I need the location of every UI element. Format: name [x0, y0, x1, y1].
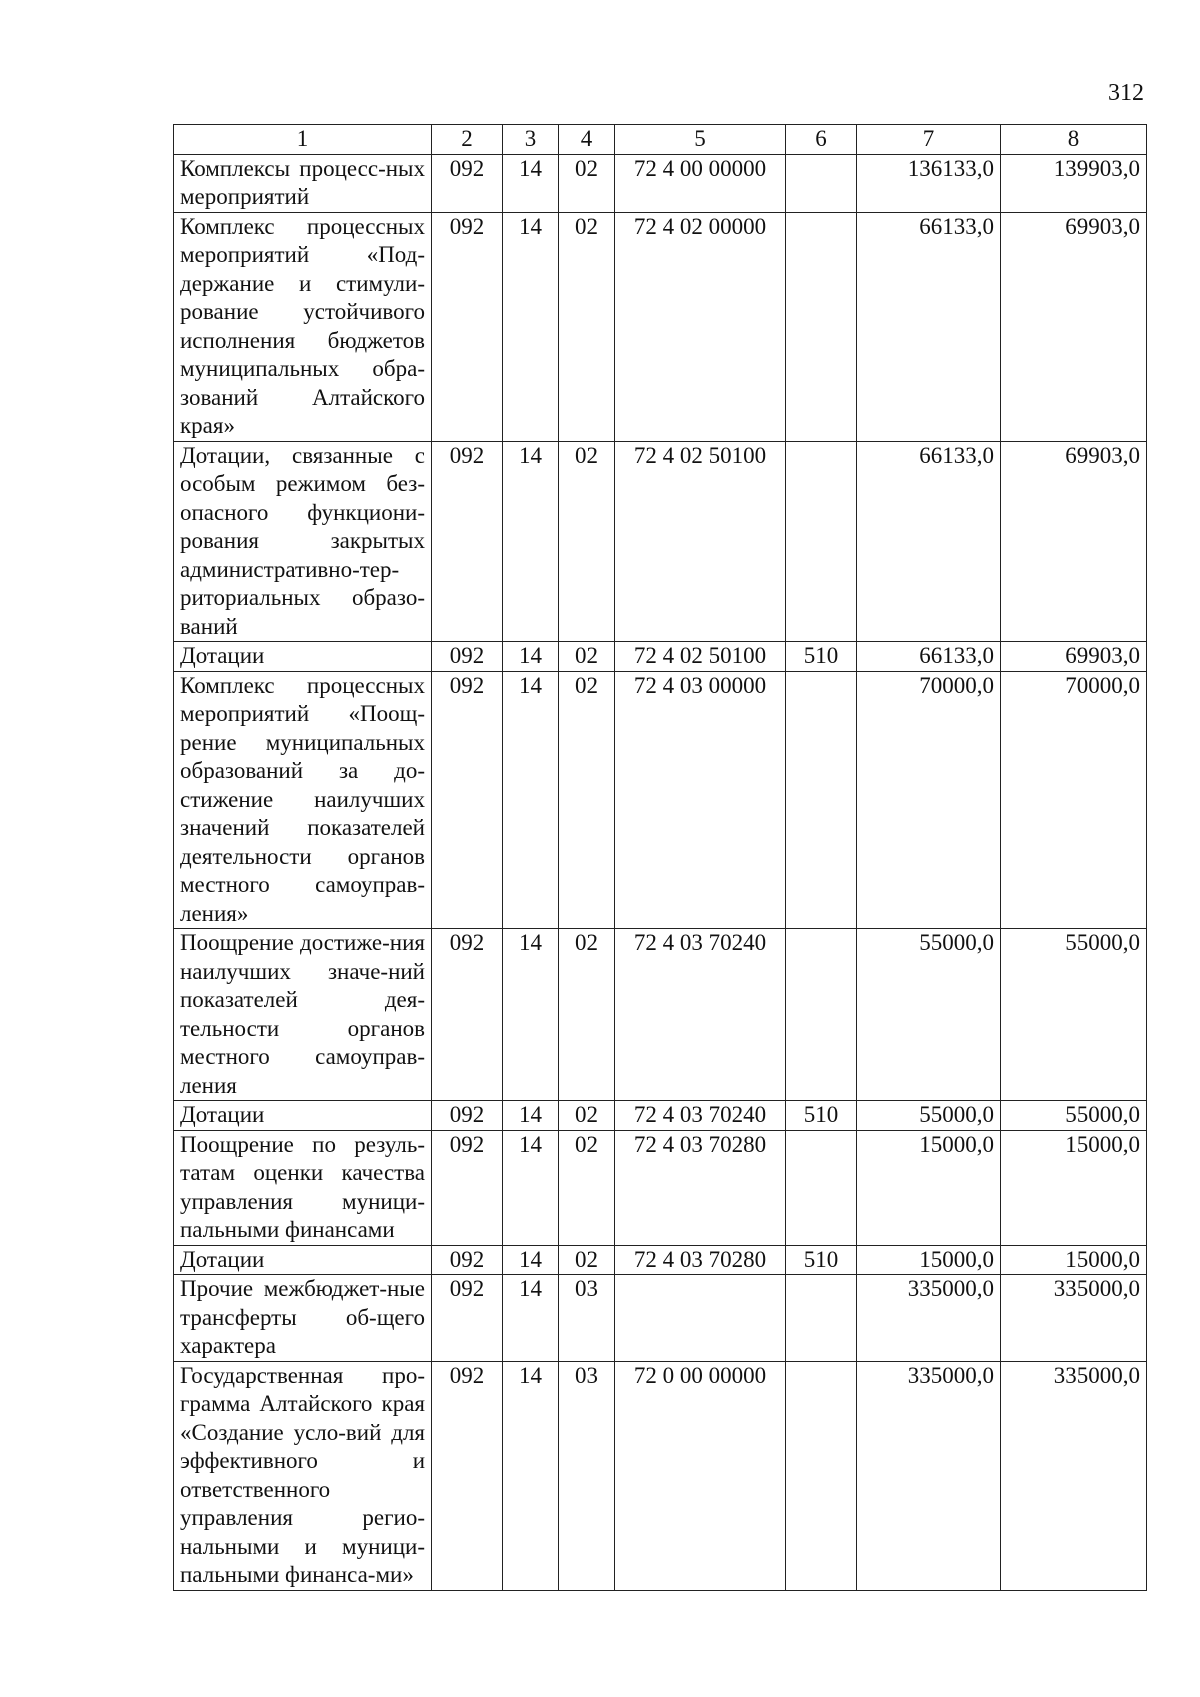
- target-article-cell: 72 4 03 70280: [615, 1245, 786, 1275]
- target-article-cell: 72 4 00 00000: [615, 154, 786, 212]
- amount-year2-cell: 69903,0: [1001, 212, 1147, 441]
- amount-year1-cell: 55000,0: [857, 1101, 1001, 1131]
- amount-year2-cell: 55000,0: [1001, 1101, 1147, 1131]
- item-name-cell: Поощрение по резуль-татам оценки качества управления муници-пальными финансами: [174, 1130, 432, 1245]
- ministry-code-cell: 092: [432, 154, 503, 212]
- expense-type-cell: [786, 212, 857, 441]
- table-row: [174, 642, 1147, 672]
- expense-type-cell: 510: [786, 1245, 857, 1275]
- amount-year2-cell: 69903,0: [1001, 441, 1147, 642]
- table-row: [174, 1130, 1147, 1245]
- subsection-code-cell: 03: [559, 1361, 615, 1590]
- target-article-cell: 72 4 02 50100: [615, 642, 786, 672]
- section-code-cell: 14: [503, 1245, 559, 1275]
- item-name-cell: Прочие межбюджет-ные трансферты об-щего характера: [174, 1275, 432, 1362]
- table-row: [174, 154, 1147, 212]
- subsection-code-cell: 03: [559, 1275, 615, 1362]
- target-article-cell: 72 4 03 70240: [615, 1101, 786, 1131]
- section-code-cell: 14: [503, 671, 559, 929]
- expense-type-cell: [786, 1130, 857, 1245]
- amount-year2-cell: 15000,0: [1001, 1245, 1147, 1275]
- subsection-code-cell: 02: [559, 212, 615, 441]
- table-row: [174, 1361, 1147, 1590]
- amount-year1-cell: 66133,0: [857, 642, 1001, 672]
- subsection-code-cell: 02: [559, 929, 615, 1101]
- target-article-cell: 72 4 03 00000: [615, 671, 786, 929]
- subsection-code-cell: 02: [559, 671, 615, 929]
- ministry-code-cell: 092: [432, 1245, 503, 1275]
- expense-type-cell: [786, 1275, 857, 1362]
- section-code-cell: 14: [503, 441, 559, 642]
- target-article-cell: 72 4 02 50100: [615, 441, 786, 642]
- subsection-code-cell: 02: [559, 1130, 615, 1245]
- table-row: [174, 1245, 1147, 1275]
- amount-year2-cell: 70000,0: [1001, 671, 1147, 929]
- target-article-cell: 72 4 03 70280: [615, 1130, 786, 1245]
- ministry-code-cell: 092: [432, 642, 503, 672]
- column-header: 1: [174, 125, 432, 155]
- amount-year1-cell: 70000,0: [857, 671, 1001, 929]
- amount-year1-cell: 66133,0: [857, 212, 1001, 441]
- item-name-cell: Поощрение достиже-ния наилучших значе-ний показателей дея-тельности органов местного самоуправ-ления: [174, 929, 432, 1101]
- item-name-cell: Комплекс процессных мероприятий «Под-держание и стимули-рование устойчивого исполнения бюджетов муниципальных обра-зований Алтайского края»: [174, 212, 432, 441]
- column-header: 3: [503, 125, 559, 155]
- subsection-code-cell: 02: [559, 1101, 615, 1131]
- table-row: [174, 441, 1147, 642]
- subsection-code-cell: 02: [559, 441, 615, 642]
- amount-year1-cell: 15000,0: [857, 1245, 1001, 1275]
- column-header: 4: [559, 125, 615, 155]
- header-row: [174, 125, 1147, 155]
- amount-year2-cell: 15000,0: [1001, 1130, 1147, 1245]
- column-header: 5: [615, 125, 786, 155]
- column-header: 6: [786, 125, 857, 155]
- budget-table: [173, 124, 1147, 1591]
- table-row: [174, 1275, 1147, 1362]
- expense-type-cell: [786, 929, 857, 1101]
- section-code-cell: 14: [503, 1361, 559, 1590]
- section-code-cell: 14: [503, 1275, 559, 1362]
- amount-year1-cell: 66133,0: [857, 441, 1001, 642]
- ministry-code-cell: 092: [432, 1361, 503, 1590]
- expense-type-cell: [786, 441, 857, 642]
- expense-type-cell: 510: [786, 642, 857, 672]
- section-code-cell: 14: [503, 1101, 559, 1131]
- amount-year2-cell: 335000,0: [1001, 1275, 1147, 1362]
- item-name-cell: Дотации, связанные с особым режимом без-опасного функциони-рования закрытых административно-тер-риториальных образо-ваний: [174, 441, 432, 642]
- amount-year2-cell: 139903,0: [1001, 154, 1147, 212]
- table-row: [174, 212, 1147, 441]
- item-name-cell: Дотации: [174, 642, 432, 672]
- amount-year2-cell: 69903,0: [1001, 642, 1147, 672]
- expense-type-cell: [786, 671, 857, 929]
- ministry-code-cell: 092: [432, 212, 503, 441]
- amount-year2-cell: 335000,0: [1001, 1361, 1147, 1590]
- target-article-cell: [615, 1275, 786, 1362]
- ministry-code-cell: 092: [432, 1101, 503, 1131]
- column-header: 7: [857, 125, 1001, 155]
- expense-type-cell: [786, 154, 857, 212]
- column-header: 2: [432, 125, 503, 155]
- target-article-cell: 72 4 02 00000: [615, 212, 786, 441]
- item-name-cell: Комплексы процесс-ных мероприятий: [174, 154, 432, 212]
- section-code-cell: 14: [503, 929, 559, 1101]
- amount-year1-cell: 335000,0: [857, 1361, 1001, 1590]
- amount-year1-cell: 136133,0: [857, 154, 1001, 212]
- item-name-cell: Дотации: [174, 1245, 432, 1275]
- section-code-cell: 14: [503, 154, 559, 212]
- page-number: 312: [1108, 80, 1144, 106]
- table-body: [174, 154, 1147, 1590]
- ministry-code-cell: 092: [432, 1130, 503, 1245]
- table-row: [174, 929, 1147, 1101]
- target-article-cell: 72 4 03 70240: [615, 929, 786, 1101]
- item-name-cell: Государственная про-грамма Алтайского края «Создание усло-вий для эффективного и ответственного управления регио-нальными и муници-пальными финанса-ми»: [174, 1361, 432, 1590]
- expense-type-cell: 510: [786, 1101, 857, 1131]
- target-article-cell: 72 0 00 00000: [615, 1361, 786, 1590]
- ministry-code-cell: 092: [432, 929, 503, 1101]
- item-name-cell: Дотации: [174, 1101, 432, 1131]
- section-code-cell: 14: [503, 1130, 559, 1245]
- subsection-code-cell: 02: [559, 154, 615, 212]
- amount-year1-cell: 55000,0: [857, 929, 1001, 1101]
- amount-year1-cell: 335000,0: [857, 1275, 1001, 1362]
- expense-type-cell: [786, 1361, 857, 1590]
- amount-year2-cell: 55000,0: [1001, 929, 1147, 1101]
- table-row: [174, 671, 1147, 929]
- amount-year1-cell: 15000,0: [857, 1130, 1001, 1245]
- ministry-code-cell: 092: [432, 671, 503, 929]
- section-code-cell: 14: [503, 212, 559, 441]
- ministry-code-cell: 092: [432, 1275, 503, 1362]
- subsection-code-cell: 02: [559, 642, 615, 672]
- ministry-code-cell: 092: [432, 441, 503, 642]
- section-code-cell: 14: [503, 642, 559, 672]
- item-name-cell: Комплекс процессных мероприятий «Поощ-рение муниципальных образований за до-стижение наилучших значений показателей деятельности органов местного самоуправ-ления»: [174, 671, 432, 929]
- table-row: [174, 1101, 1147, 1131]
- subsection-code-cell: 02: [559, 1245, 615, 1275]
- column-header: 8: [1001, 125, 1147, 155]
